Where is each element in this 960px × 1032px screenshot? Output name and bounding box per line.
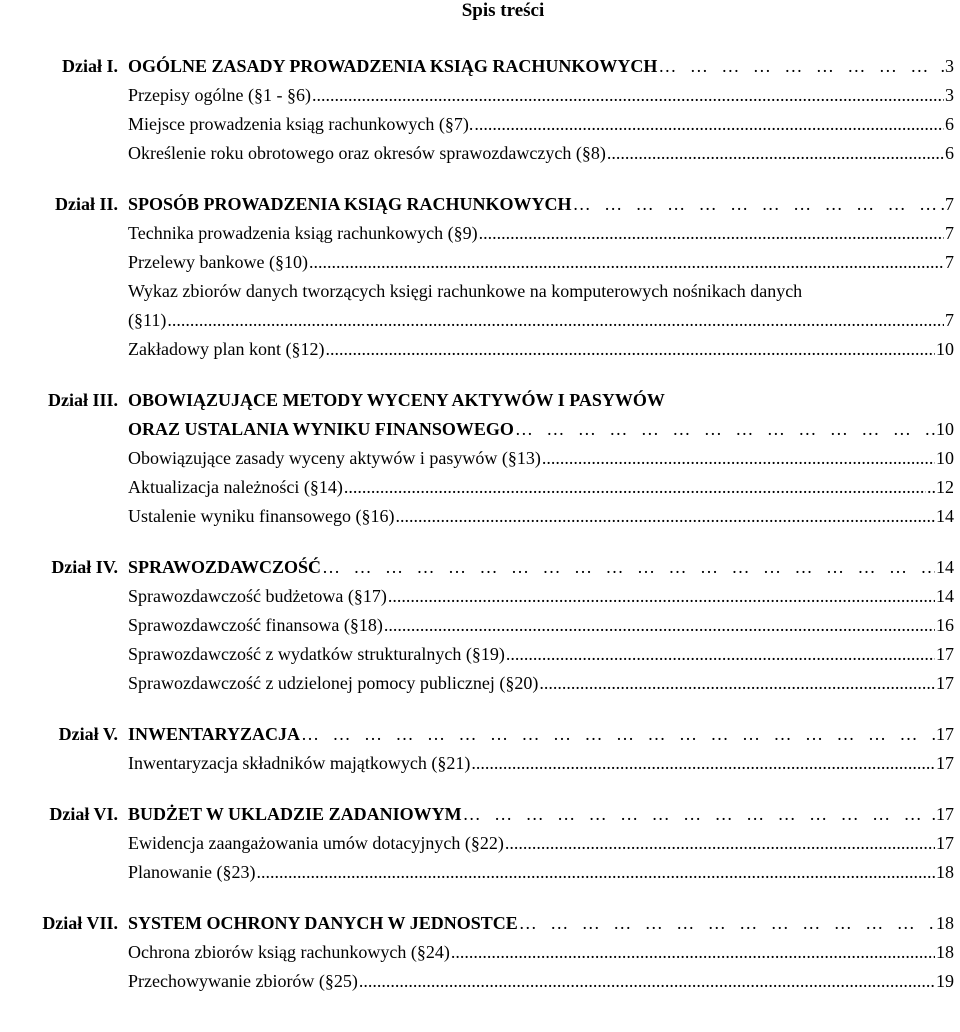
section-number: Dział VII.: [42, 913, 118, 933]
page-number: 14: [936, 557, 954, 577]
toc-entry-row[interactable]: [128, 306, 954, 335]
toc-heading-row[interactable]: [128, 415, 954, 444]
section-entries: [128, 386, 954, 531]
toc-entry-label: Sprawozdawczość budżetowa (§17): [128, 586, 387, 606]
page-number: .17: [931, 804, 954, 824]
page-number: 14: [936, 506, 954, 526]
section-number: Dział VI.: [49, 804, 118, 824]
page-number: ..12: [927, 477, 954, 497]
dot-leader: [344, 473, 926, 502]
dot-leader: [463, 800, 931, 829]
toc-entry-label: Sprawozdawczość z wydatków strukturalnych (§19): [128, 644, 505, 664]
toc-entry-row[interactable]: [128, 938, 954, 967]
section-entries: [128, 52, 954, 168]
toc-entry-row[interactable]: [128, 502, 954, 531]
page-number: .17: [931, 724, 954, 744]
toc-heading-label: SYSTEM OCHRONY DANYCH W JEDNOSTCE: [128, 913, 518, 933]
toc-heading-row[interactable]: [128, 386, 954, 415]
page-number: 17: [936, 833, 954, 853]
toc-heading-label: BUDŻET W UKLADZIE ZADANIOWYM: [128, 804, 462, 824]
toc-entry-label: Sprawozdawczość finansowa (§18): [128, 615, 383, 635]
page-number: 10: [936, 419, 954, 439]
dot-leader: [395, 502, 935, 531]
toc-entry-row[interactable]: [128, 829, 954, 858]
dot-leader: [359, 967, 935, 996]
page-number: 14: [936, 586, 954, 606]
toc-heading-row[interactable]: [128, 190, 954, 219]
toc-heading-label: SPOSÓB PROWADZENIA KSIĄG RACHUNKOWYCH: [128, 194, 572, 214]
toc-heading-row[interactable]: [128, 52, 954, 81]
toc-heading-row[interactable]: [128, 553, 954, 582]
toc-entry-label: Technika prowadzenia ksiąg rachunkowych (§9): [128, 223, 478, 243]
toc-entry-row[interactable]: [128, 219, 954, 248]
page-number: 10: [936, 339, 954, 359]
section-number: Dział V.: [58, 724, 118, 744]
toc-entry-label: Planowanie (§23): [128, 862, 256, 882]
section-entries: [128, 553, 954, 698]
toc-entry-label: Inwentaryzacja składników majątkowych (§21): [128, 753, 471, 773]
dot-leader: [325, 335, 935, 364]
toc-section: [0, 553, 960, 698]
section-number: Dział III.: [47, 390, 118, 410]
toc-entry-row[interactable]: [128, 669, 954, 698]
toc-heading-row[interactable]: [128, 800, 954, 829]
page-title: Spis treści: [461, 0, 545, 21]
toc-entry-row[interactable]: [128, 248, 954, 277]
page-number: 17: [936, 644, 954, 664]
toc-entry-label: Aktualizacja należności (§14): [128, 477, 343, 497]
toc-entry-label: Miejsce prowadzenia ksiąg rachunkowych (§7).: [128, 114, 474, 134]
dot-leader: [256, 858, 935, 887]
page-number: 6: [945, 143, 954, 163]
dot-leader: [607, 139, 944, 168]
dot-leader: [658, 52, 939, 81]
table-of-contents: [0, 52, 960, 996]
section-entries: [128, 800, 954, 887]
toc-section: [0, 386, 960, 531]
page-number: 18: [936, 913, 954, 933]
toc-heading-row[interactable]: [128, 720, 954, 749]
dot-leader: [384, 611, 935, 640]
page-number: 18: [936, 862, 954, 882]
dot-leader: [506, 640, 935, 669]
page-number: 18: [936, 942, 954, 962]
toc-entry-row[interactable]: [128, 858, 954, 887]
dot-leader: [542, 444, 935, 473]
toc-section: [0, 720, 960, 778]
toc-heading-label: OBOWIĄZUJĄCE METODY WYCENY AKTYWÓW I PASYWÓW: [128, 390, 665, 410]
toc-entry-label: Przepisy ogólne (§1 - §6): [128, 85, 311, 105]
dot-leader: [167, 306, 944, 335]
dot-leader: [505, 829, 935, 858]
dot-leader: [474, 110, 944, 139]
section-entries: [128, 909, 954, 996]
toc-entry-row[interactable]: [128, 749, 954, 778]
section-entries: [128, 720, 954, 778]
toc-entry-label: Ochrona zbiorów ksiąg rachunkowych (§24): [128, 942, 450, 962]
toc-entry-row[interactable]: [128, 335, 954, 364]
dot-leader: [479, 219, 944, 248]
toc-heading-row[interactable]: [128, 909, 954, 938]
dot-leader: [573, 190, 940, 219]
toc-entry-row[interactable]: [128, 110, 954, 139]
page-number: 10: [936, 448, 954, 468]
page-number: 17: [936, 673, 954, 693]
toc-entry-row[interactable]: [128, 582, 954, 611]
page-number: 16: [936, 615, 954, 635]
section-entries: [128, 190, 954, 364]
toc-section: [0, 800, 960, 887]
toc-entry-row[interactable]: [128, 139, 954, 168]
dot-leader: [312, 81, 944, 110]
toc-entry-row[interactable]: [128, 444, 954, 473]
toc-entry-row[interactable]: [128, 277, 954, 306]
dot-leader: [515, 415, 935, 444]
toc-heading-label: ORAZ USTALANIA WYNIKU FINANSOWEGO: [128, 419, 514, 439]
toc-section: [0, 190, 960, 364]
toc-entry-label: Wykaz zbiorów danych tworzących księgi rachunkowe na komputerowych nośnikach danych: [128, 281, 803, 301]
page-number: 7: [945, 310, 954, 330]
toc-section: [0, 52, 960, 168]
toc-section: [0, 909, 960, 996]
toc-entry-row[interactable]: [128, 81, 954, 110]
dot-leader: [301, 720, 930, 749]
toc-entry-label: Obowiązujące zasady wyceny aktywów i pasywów (§13): [128, 448, 541, 468]
dot-leader: [309, 248, 944, 277]
page-number: 6: [945, 114, 954, 134]
toc-entry-label: Określenie roku obrotowego oraz okresów sprawozdawczych (§8): [128, 143, 606, 163]
page-number: .7: [940, 194, 954, 214]
toc-entry-label: Ewidencja zaangażowania umów dotacyjnych (§22): [128, 833, 504, 853]
dot-leader: [471, 749, 935, 778]
toc-entry-label: Przechowywanie zbiorów (§25): [128, 971, 358, 991]
page-number: 7: [945, 252, 954, 272]
page-number: .3: [940, 56, 954, 76]
toc-heading-label: INWENTARYZACJA: [128, 724, 301, 744]
toc-entry-label: Przelewy bankowe (§10): [128, 252, 308, 272]
page-number: 17: [936, 753, 954, 773]
toc-entry-label: Zakładowy plan kont (§12): [128, 339, 325, 359]
toc-entry-row[interactable]: [128, 611, 954, 640]
section-number: Dział I.: [62, 56, 118, 76]
toc-entry-label: (§11): [128, 310, 167, 330]
toc-entry-label: Sprawozdawczość z udzielonej pomocy publicznej (§20): [128, 673, 539, 693]
dot-leader: [322, 553, 935, 582]
toc-heading-label: OGÓLNE ZASADY PROWADZENIA KSIĄG RACHUNKOWYCH: [128, 56, 658, 76]
toc-entry-row[interactable]: [128, 473, 954, 502]
page-number: 3: [945, 85, 954, 105]
section-number: Dział II.: [55, 194, 118, 214]
page-number: 19: [936, 971, 954, 991]
toc-entry-row[interactable]: [128, 640, 954, 669]
toc-heading-label: SPRAWOZDAWCZOŚĆ: [128, 557, 322, 577]
dot-leader: [519, 909, 935, 938]
section-number: Dział IV.: [51, 557, 118, 577]
toc-entry-label: Ustalenie wyniku finansowego (§16): [128, 506, 395, 526]
page-number: 7: [945, 223, 954, 243]
dot-leader: [388, 582, 935, 611]
toc-entry-row[interactable]: [128, 967, 954, 996]
dot-leader: [539, 669, 935, 698]
dot-leader: [451, 938, 935, 967]
